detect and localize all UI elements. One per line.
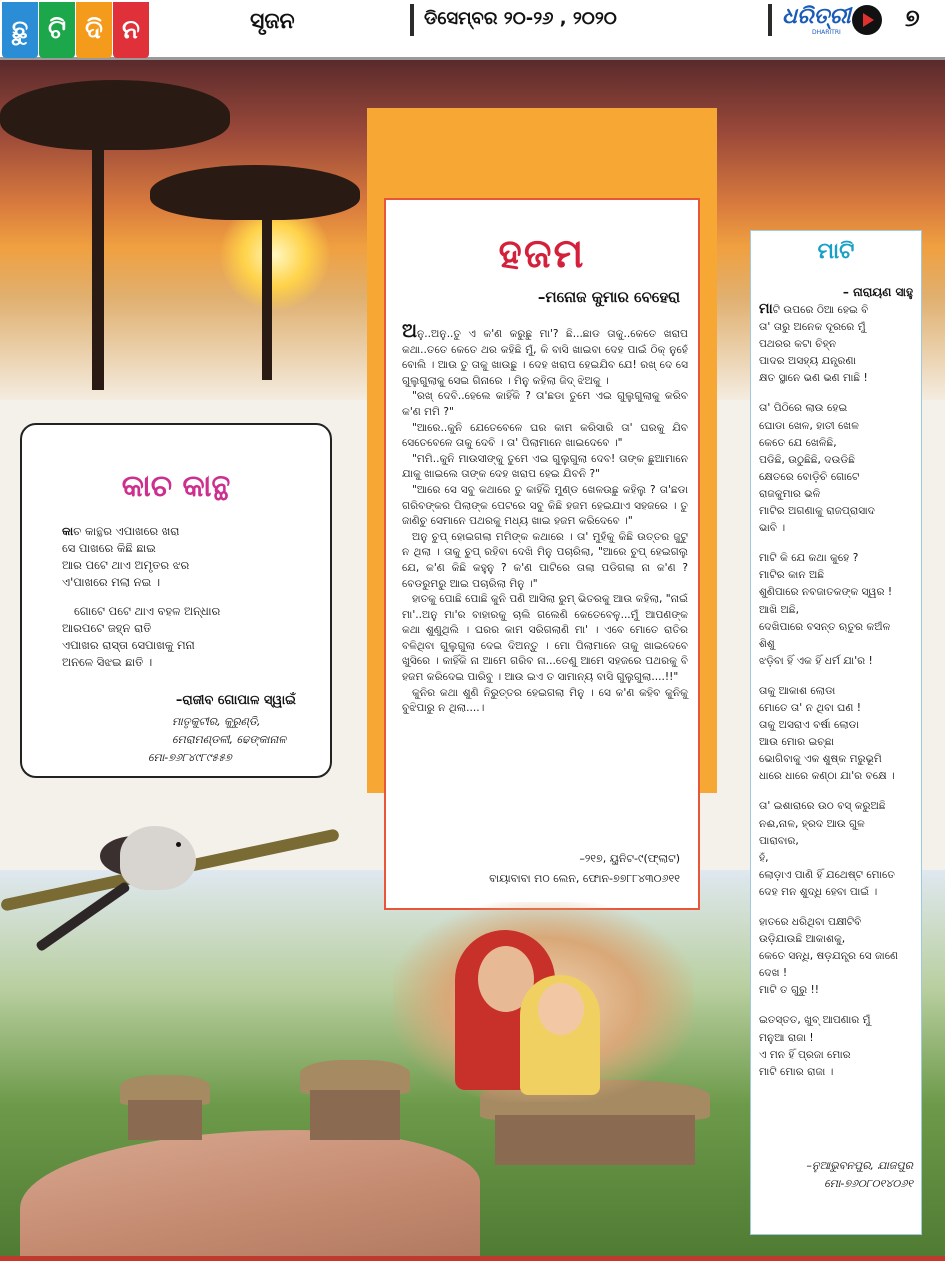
story-author-address: –୨୧୭, ୟୁନିଟ-୯(ଫ୍ଲାଟ): [579, 852, 680, 865]
poem-line: ଦେହ ମନ ଶୁଦ୍ଧି ହେବା ପାଇଁ ।: [759, 885, 878, 898]
poem-author-address: ମାତୃକୁଟୀର, କୁରୁଣ୍ଡି,: [172, 715, 261, 728]
poem-card-left: [20, 423, 332, 778]
poem-line: ଶୁଣିପାରେ ନବଜାତକଙ୍କ ସ୍ୱର !: [759, 586, 893, 599]
section-logo-tiles: [2, 2, 149, 58]
poem-line: କାଚ କାନ୍ଥର ଏପାଖରେ ଖରା: [62, 524, 180, 538]
poem-line: ଆଉ ମୋର ଇଚ୍ଛା: [759, 736, 834, 749]
poem-line: ଉଡ଼ିଯାଉଛି ଆକାଶକୁ,: [759, 933, 846, 946]
poem-line: ମାଟିର କାନ ଅଛି: [759, 569, 825, 582]
story-body: [402, 320, 688, 717]
poem-line: ମନୁଆ ରାଜା !: [759, 1031, 814, 1044]
poem-line: କ୍ଷତ ସ୍ଥାନେ ଭଣ ଭଣ ମାଛି !: [759, 372, 868, 385]
story-paragraph: ହାତକୁ ପୋଛି ପୋଛି କୁନି ପଣି ଆସିଲା ରୁମ୍ ଭିତରକୁ ଆଉ କହିଲା, "ନାଇଁ ମା'..ଅନୁ ମା'ର ବାହାରକୁ ଚାଲି ଗଲେଣି କେତେବେଳୁ...ମୁଁ ଆପଣଙ୍କ କଥା ଶୁଣୁଥିଲି । ଘରର କାମ ସରିଗଲାଣି ମା' । ଏବେ ମୋତେ ରାତିର ବଳିଥିବା ଗୁଲୁଗୁଲା ଦେଇ ଦିଅନ୍ତୁ । ମୋ ପିଲାମାନେ ତାକୁ ଖାଇଦେବେ ଖୁସିରେ । କାହିଁକି ନା ଆମେ ଗରିବ ନା...ତେଣୁ ଆମେ ସହଜରେ ପଥରକୁ ବି ହଜମ କରିଦେଇ ପାରିବୁ । ଆଉ ଇଏ ତ ସାମାନ୍ୟ ବାସି ଗୁଲୁଗୁଲା....!!": [402, 593, 688, 684]
stanza-gap: [62, 591, 322, 603]
poem-line: ରାଜକୁମାର ଭଳି: [759, 487, 821, 500]
story-paragraph: "ଆରେ ସେ ସବୁ କଥାରେ ତୁ କାହିଁକି ମୁଣ୍ଡ ଖେଳଉଛୁ କହିଲୁ ? ତା'ଛଡା ଗରିବଙ୍କର ପିଲାଙ୍କ ପେଟରେ ସବୁ କିଛି ହଜମ ହେଇଯାଏ ସହଜରେ । ତୁ ଜାଣିଚୁ ସେମାନେ ପଥରକୁ ମଧ୍ୟ ଖାଇ ହଜମ କରିଦେବେ ।": [402, 483, 688, 528]
poem-line: ଆର ପଟେ ଥାଏ ଅମୃତର ଝର: [62, 558, 190, 572]
poem-line: ପାରାବାର,: [759, 834, 799, 847]
story-dropcap: ଅ: [402, 320, 417, 342]
poem-line: ନଈ,ନାଳ, ହ୍ରଦ ଆଉ ଗୁଳ: [759, 817, 865, 830]
village-hut: [310, 1090, 400, 1140]
story-card: [384, 198, 700, 910]
poem-line: ହଁ,: [759, 851, 769, 864]
poem-line: ତାକୁ ଅସରାଏ ବର୍ଷା ଲୋଡା: [759, 719, 859, 732]
poem-line: ଏ ମନ ହିଁ ପ୍ରଜା ମୋର: [759, 1048, 851, 1061]
poem-line: ମାଟି ମୋର ରାଜା ।: [759, 1065, 834, 1078]
section-logo-tile: ଦି: [76, 2, 112, 58]
poem-line: ମାଟି ତ ଗୁରୁ !!: [759, 984, 819, 997]
poem-line: ପଡିଛି, ଉଠୁଛିଛି, ଦଉଡିଛି: [759, 453, 855, 466]
section-name: ସୃଜନ: [250, 8, 295, 34]
stanza-gap: [759, 387, 919, 400]
village-hut: [128, 1100, 202, 1140]
poem-line: ସେ ପାଖରେ କିଛି ଛାଇ: [62, 541, 156, 555]
stanza-gap: [759, 999, 919, 1012]
poem-line: ଆଖି ଅଛି,: [759, 603, 799, 616]
story-author: –ମନୋଜ କୁମାର ବେହେରା: [537, 288, 680, 306]
acacia-tree-trunk: [262, 210, 272, 380]
poem-author-phone: ମୋ-୭୬୦୮୦୧୪୦୬୧: [824, 1177, 913, 1190]
issue-date: ଡିସେମ୍ବର ୨୦-୨୬ , ୨୦୨୦: [424, 8, 617, 29]
poem-line: ଆରପଟେ ଜହ୍ନ ରାତି: [62, 621, 152, 635]
poem-author: –ରାଜୀବ ଗୋପାଳ ସ୍ୱାଇଁ: [175, 693, 296, 708]
poem-line: ଦେଖିପାରେ ବସନ୍ତ ଋତୁର କଅଁଳ: [759, 620, 891, 633]
village-hut: [495, 1115, 695, 1165]
poem-line: ତା' ତାରୁ ଅନେକ ଦୂରରେ ମୁଁ: [759, 321, 866, 334]
story-paragraph: ଅନୁ ଚୁପ୍ ହୋଇଗଲା ମମିଙ୍କ କଥାରେ । ତା' ମୁହଁକୁ କିଛି ଉତ୍ତର ଜୁଟୁ ନ ଥିଲା । ତାକୁ ଚୁପ୍ ରହିବା ଦେଖି ମିନୁ ପଚାରିଲା, "ଆରେ ଚୁପ୍ ହେଇଗଲୁ ଯେ, କ'ଣ କିଛି କହୁନୁ ? କ'ଣ ପାଟିରେ ତାଲା ପଡିଗଲା ନା କ'ଣ ? ବେଡରୁମରୁ ଆଇ ପଚାରିଲା ମିନୁ ।": [402, 530, 688, 590]
header-divider: [410, 4, 414, 36]
poem-card-right: [750, 230, 922, 1235]
story-paragraph: ଅନୁ..ଅନୁ..ତୁ ଏ କ'ଣ କରୁଛୁ ମା'? ଛି...ଛାଡ ତାକୁ..କେତେ ଖରାପ କଥା..ତତେ କେତେ ଥର କହିଛି ମୁଁ, କି ବାସି ଖାଇବା ଦେହ ପାଇଁ ଠିକ୍ ନୁହେଁ ବୋଲି । ଆଉ ତୁ ତାକୁ ଖାଉଛୁ । ଦେହ ଖରାପ ହେଇଯିବ ଯେ! ରଖ୍ ଦେ ସେ ଗୁଲୁଗୁଲାକୁ ସେଇ ଗିନାରେ । ମିନୁ କହିଲା ଜିଦ୍ ଝିଅକୁ ।: [402, 320, 688, 387]
poem-line: ମାଟିର ଅଗଣାକୁ ରାଜପ୍ରାସାଦ: [759, 505, 875, 518]
poem-title: କାଚ କାନ୍ଥ: [121, 469, 231, 504]
poem-line: ଇତସ୍ତତ, ଖୁବ୍ ଆପଣାର ମୁଁ: [759, 1014, 871, 1027]
child-face: [538, 983, 584, 1035]
story-paragraph: "ଆରେ..କୁନି ଯେତେବେଳେ ଘର କାମ କରିସାରି ତା' ଘରକୁ ଯିବ ସେତେବେଳେ ତାକୁ ଦେବି । ତା' ପିଲାମାନେ ଖାଇଦେବେ ।": [402, 421, 688, 450]
poem-line: ଭାବି ।: [759, 522, 786, 535]
brand-logo: ଧରିତ୍ରୀ: [782, 4, 851, 29]
header-divider: [768, 4, 772, 36]
poem-line: ଅନଳେ ସିଝଇ ଛାତି ।: [62, 655, 153, 669]
poem-line: ଗୋଟେ ପଟେ ଥାଏ ବହଳ ଅନ୍ଧାର: [74, 604, 221, 618]
brand-logo-subtext: DHARITRI: [812, 29, 841, 36]
story-paragraph: କୁନିର କଥା ଶୁଣି ନିରୁତ୍ତର ହେଇଗଲା ମିନୁ । ସେ କ'ଣ କହିବ କୁନିକୁ ବୁଝିପାରୁ ନ ଥିଲା....।: [402, 686, 688, 715]
bird-eye: [176, 842, 181, 847]
section-logo-tile: ଟି: [39, 2, 75, 58]
poem-line: କ୍ଷେତରେ ବୋଡ଼ିଚି ଗୋଟେ: [759, 470, 860, 483]
masthead: [0, 0, 945, 60]
poem-line: ଏପାଖର ରାସ୍ତା ସେପାଖକୁ ମନା: [62, 638, 195, 652]
section-logo-tile: ନ: [113, 2, 149, 58]
poem-line: କେତେ ଯେ ଖେଳିଛି,: [759, 436, 837, 449]
poem-line: ତା' ଇଶାରାରେ ଉଠ ବସ୍ କରୁଅଛି: [759, 800, 886, 813]
poem-author-phone: ମୋ-୭୬୮୪୯୮୯୫୫୭: [148, 751, 232, 764]
story-paragraph: "ମମି..କୁନି ମାଉସୀଙ୍କୁ ତୁମେ ଏଇ ଗୁଲୁଗୁଲା ଦେବ! ତାଙ୍କ ଛୁଆମାନେ ଯାକୁ ଖାଇଲେ ତାଙ୍କ ଦେହ ଖରାପ ହେଇ ଯିବନି ?": [402, 452, 688, 481]
poem-line: ହାତରେ ଧରିଥିବା ପକ୍ଷୀଟିବି: [759, 916, 862, 928]
poem-line: ମୋତେ ତା' ନ ଥିବା ଘଣ !: [759, 701, 862, 714]
acacia-tree-silhouette: [150, 165, 360, 220]
poem-body: [62, 523, 322, 671]
play-icon: [852, 5, 882, 35]
poem-line: ତାକୁ ଆକାଶ ଲୋଡା: [759, 684, 836, 697]
poem-line: ଧାରେ ଧାରେ କଣ୍ଠା ଯା'ର ବକ୍ଷେ ।: [759, 770, 895, 783]
poem-line: ଏ'ପାଖରେ ମଲା ନଇ ।: [62, 575, 160, 589]
poem-line: ଶିଶୁ: [759, 637, 775, 650]
poem-author: – ନାରାୟଣ ସାହୁ: [842, 285, 913, 299]
page-number: ୭: [905, 4, 920, 32]
stanza-gap: [759, 537, 919, 550]
poem-line: ଲୋଡ଼ାଏ ପାଣି ହିଁ ଯଥେଷ୍ଟ ମୋତେ: [759, 868, 895, 881]
long-tailed-tit-bird: [120, 826, 196, 890]
poem-body: [759, 301, 919, 1081]
acacia-tree-silhouette: [0, 80, 230, 150]
stanza-gap: [759, 670, 919, 683]
story-author-phone: ବାୟାବାବା ମଠ ଲେନ, ଫୋନ-୭୭୮୮୪୩୦୬୧୧: [489, 872, 680, 885]
poem-line: ତା' ପିଠିରେ ଲାଉ ହେଇ: [759, 402, 848, 415]
poem-line: ମାଟି ଉପରେ ଠିଆ ହେଇ ବି: [759, 301, 869, 317]
poem-author-address: –ନୁଆଭୁବନପୁର, ଯାଜପୁର: [806, 1159, 913, 1172]
poem-line: ମାଟି କି ଯେ କଥା କୁହେ ?: [759, 552, 859, 565]
poem-author-address: ମେରାମଣ୍ଡଳୀ, ଢେଙ୍କାନାଳ: [172, 733, 287, 746]
poem-title: ମାଟି: [817, 239, 855, 264]
poem-line: ପାଦର ଅସହ୍ୟ ଯନ୍ତ୍ରଣା: [759, 355, 856, 368]
section-logo-tile: ଛୁ: [2, 2, 38, 58]
poem-line: ଝଡ଼ିବା ହିଁ ଏକ ହିଁ ଧର୍ମ ଯା'ର !: [759, 654, 873, 667]
poem-line: କେତେ ସନ୍ଧି, ଷଡ଼ଯନ୍ତ୍ର ସେ ଜାଣେ: [759, 950, 899, 963]
stanza-gap: [759, 785, 919, 798]
poem-dropcap: କା: [62, 524, 74, 538]
poem-line: ଘୋଡା ଖେଳ, ହାତୀ ଖେଳ: [759, 419, 859, 432]
stanza-gap: [759, 901, 919, 914]
acacia-tree-trunk: [92, 140, 104, 390]
story-paragraph: "ରଖ୍ ଦେବି..ହେଲେ କାହିଁକି ? ତା'ଛଡା ତୁମେ ଏଇ ଗୁଲୁଗୁଲାକୁ କରିବ କ'ଣ ମମି ?": [402, 390, 688, 418]
poem-line: ଭୋଗିବାକୁ ଏକ ଶୁଷ୍କ ମରୁଭୂମି: [759, 753, 882, 766]
poem-line: ଦେଖ !: [759, 967, 788, 980]
poem-line: ପଥରର କଟା ଚିହ୍ନ: [759, 338, 837, 351]
poem-dropcap: ମା: [759, 301, 773, 317]
page-bottom-rule: [0, 1256, 945, 1261]
story-title: ହଜମ: [498, 230, 586, 277]
